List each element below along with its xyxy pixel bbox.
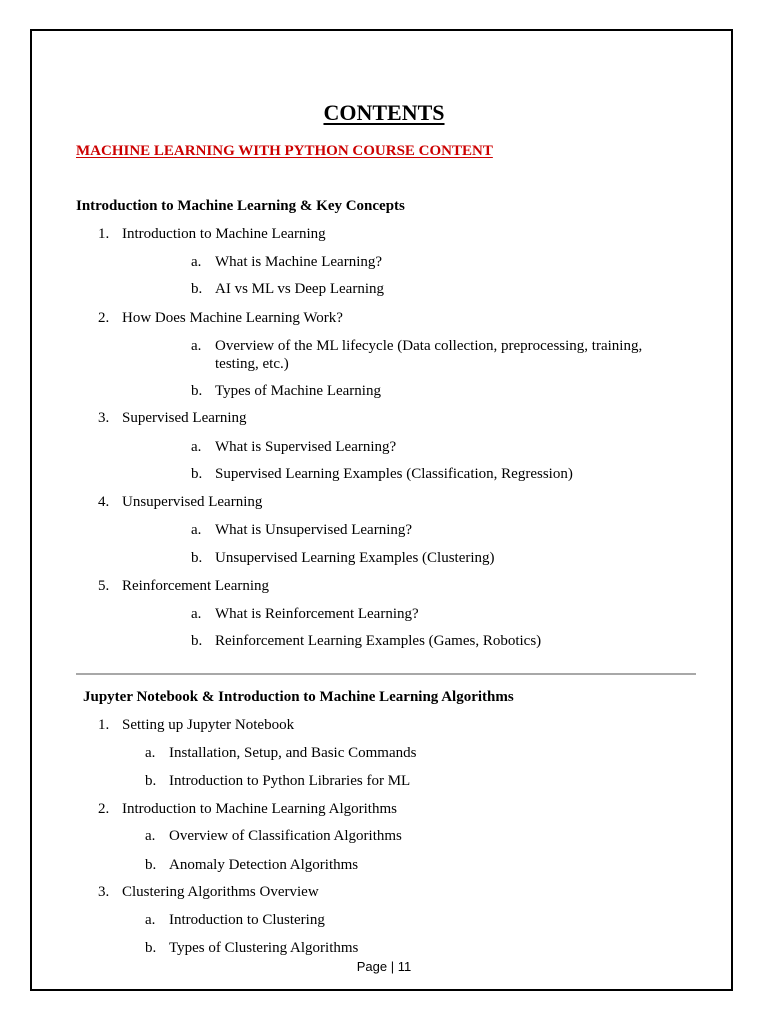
subitem-label: Unsupervised Learning Examples (Clustering) <box>215 550 495 566</box>
subitem-label: Supervised Learning Examples (Classification, Regression) <box>215 466 573 482</box>
subitem-label: What is Machine Learning? <box>215 254 383 270</box>
toc-subitem <box>191 281 384 298</box>
subitem-letter: b. <box>191 281 203 297</box>
subitem-letter: a. <box>191 439 202 455</box>
item-label: Introduction to Machine Learning Algorithms <box>122 801 397 817</box>
section-heading-jupyter: Jupyter Notebook & Introduction to Machine Learning Algorithms <box>83 689 514 705</box>
toc-subitem <box>191 254 382 271</box>
subitem-letter: b. <box>191 383 203 399</box>
item-number: 1. <box>98 226 110 242</box>
subitem-label: AI vs ML vs Deep Learning <box>215 281 384 297</box>
subitem-letter: a. <box>191 338 202 354</box>
toc-subitem <box>145 745 416 762</box>
toc-item <box>98 310 343 327</box>
toc-item <box>98 410 247 427</box>
course-subtitle: MACHINE LEARNING WITH PYTHON COURSE CONTENT <box>76 143 493 159</box>
subitem-letter: a. <box>191 254 202 270</box>
subitem-letter: b. <box>191 633 203 649</box>
subitem-label: Overview of the ML lifecycle (Data collection, preprocessing, training, testing, etc.) <box>215 338 643 372</box>
toc-subitem <box>145 857 358 874</box>
subitem-letter: a. <box>145 745 156 761</box>
page-footer <box>0 959 768 974</box>
toc-item <box>98 884 319 901</box>
toc-subitem <box>145 773 410 790</box>
subitem-label: Reinforcement Learning Examples (Games, Robotics) <box>215 633 542 649</box>
toc-subitem <box>145 940 358 957</box>
subitem-letter: b. <box>191 466 203 482</box>
footer-page-label: Page <box>356 959 388 974</box>
subitem-label: Introduction to Clustering <box>169 912 325 928</box>
subitem-letter: a. <box>191 606 202 622</box>
toc-subitem <box>191 439 396 456</box>
item-number: 1. <box>98 717 110 733</box>
item-number: 2. <box>98 801 110 817</box>
item-number: 3. <box>98 884 110 900</box>
item-number: 2. <box>98 310 110 326</box>
subitem-label: Introduction to Python Libraries for ML <box>169 773 411 789</box>
toc-subitem <box>145 828 402 845</box>
subitem-label: Overview of Classification Algorithms <box>169 828 402 844</box>
item-label: Clustering Algorithms Overview <box>122 884 319 900</box>
subitem-letter: b. <box>145 940 157 956</box>
subitem-letter: a. <box>191 522 202 538</box>
subitem-label: What is Unsupervised Learning? <box>215 522 413 538</box>
toc-subitem <box>145 912 325 929</box>
subitem-letter: b. <box>191 550 203 566</box>
footer-separator: | <box>390 959 395 974</box>
subitem-letter: a. <box>145 828 156 844</box>
toc-item <box>98 494 262 511</box>
subitem-label: Anomaly Detection Algorithms <box>169 857 359 873</box>
item-label: Reinforcement Learning <box>122 578 270 594</box>
item-label: Unsupervised Learning <box>122 494 263 510</box>
subitem-label: Types of Machine Learning <box>215 383 381 399</box>
toc-item <box>98 801 397 818</box>
section-heading-intro: Introduction to Machine Learning & Key Concepts <box>76 198 405 214</box>
footer-page-number: 11 <box>397 959 412 974</box>
toc-subitem <box>191 522 412 539</box>
toc-subitem <box>191 337 661 373</box>
subitem-label: What is Reinforcement Learning? <box>215 606 419 622</box>
toc-subitem <box>191 606 419 623</box>
toc-subitem <box>191 633 541 650</box>
item-label: Setting up Jupyter Notebook <box>122 717 295 733</box>
subitem-letter: b. <box>145 857 157 873</box>
subitem-label: What is Supervised Learning? <box>215 439 397 455</box>
section-divider <box>76 673 696 675</box>
subitem-label: Types of Clustering Algorithms <box>169 940 359 956</box>
item-label: Introduction to Machine Learning <box>122 226 326 242</box>
subitem-letter: a. <box>145 912 156 928</box>
subitem-label: Installation, Setup, and Basic Commands <box>169 745 417 761</box>
toc-subitem <box>191 383 381 400</box>
toc-item <box>98 717 294 734</box>
toc-subitem <box>191 550 495 567</box>
toc-subitem <box>191 466 573 483</box>
toc-item <box>98 578 269 595</box>
subitem-letter: b. <box>145 773 157 789</box>
page-title: CONTENTS <box>323 100 445 125</box>
item-label: Supervised Learning <box>122 410 247 426</box>
item-number: 5. <box>98 578 110 594</box>
toc-item <box>98 226 326 243</box>
item-label: How Does Machine Learning Work? <box>122 310 343 326</box>
item-number: 4. <box>98 494 110 510</box>
item-number: 3. <box>98 410 110 426</box>
